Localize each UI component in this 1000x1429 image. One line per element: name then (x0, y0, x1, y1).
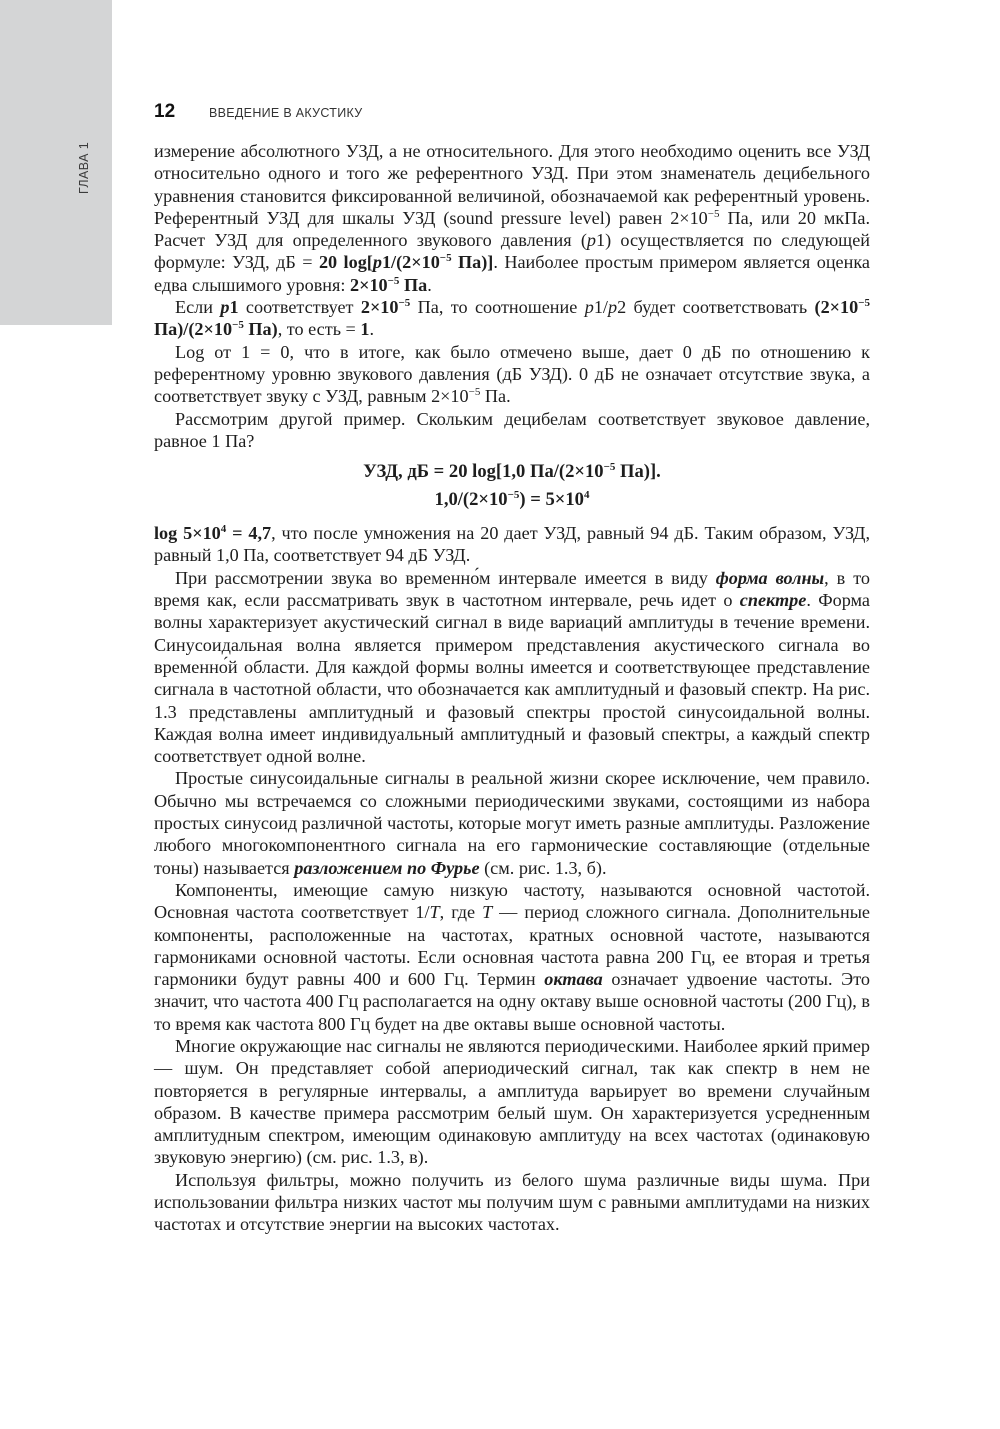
chapter-side-tab (0, 0, 112, 325)
paragraph: Рассмотрим другой пример. Скольким децибелам соответствует звуковое давление, равное 1 Па? (154, 408, 870, 451)
term-fourier: разложением по Фурье (294, 857, 480, 878)
running-title: ВВЕДЕНИЕ В АКУСТИКУ (209, 106, 363, 120)
chapter-label: ГЛАВА 1 (77, 141, 91, 195)
running-header (154, 101, 362, 123)
paragraph: Log от 1 = 0, что в итоге, как было отмечено выше, дает 0 дБ по отношению к референтному уровню звукового давления (дБ УЗД). 0 дБ не означает отсутствие звука, а соответствует звуку с УЗД, равным $2\times 10^{-5}$ Па. (154, 341, 870, 407)
paragraph: измерение абсолютного УЗД, а не относительного. Для этого необходимо оценить все УЗД относительно одного и того же референтного УЗД. При этом знаменатель децибельного уравнения становится фиксированной величиной, обозначаемой как референтный уровень. Референтный УЗД для шкалы УЗД (sound pressure level) равен $2\times 10^{-5}$ Па, или 20 мкПа. Расчет УЗД для определенного звукового давления (p1) осуществляется по следующей формуле: УЗД, дБ = 20 $\log[p1/(2\times 10^{-5}$ Па)]. Наиболее простым примером является оценка едва слышимого уровня: $2\times 10^{-5}$ Па. (154, 141, 870, 295)
paragraph: $\log 5\times 10^4 = 4,7$, что после умножения на 20 дает УЗД, равный 94 дБ. Таким образом, УЗД, равный 1,0 Па, соответствует 94 дБ УЗД. (154, 523, 870, 566)
paragraph: Простые синусоидальные сигналы в реальной жизни скорее исключение, чем правило. Обычно мы встречаемся со сложными периодическими звуками, состоящими из набора простых синусоид различной частоты, которые могут иметь разные амплитуды. Разложение любого многокомпонентного сигнала на его гармонические составляющие (отдельные тоны) называется разложением по Фурье (см. рис. 1.3, б). (154, 768, 870, 878)
body-text (154, 140, 870, 1236)
page-number: 12 (154, 101, 176, 122)
paragraph: Используя фильтры, можно получить из белого шума различные виды шума. При использовании фильтра низких частот мы получим шум с равными амплитудами на низких частотах и отсутствие энергии на высоких частотах. (154, 1169, 870, 1235)
paragraph: При рассмотрении звука во временно́м интервале имеется в виду форма волны, в то время как, если рассматривать звук в частотном интервале, речь идет о спектре. Форма волны характеризует акустический сигнал в виде вариаций амплитуды в течение времени. Синусоидальная волна является примером представления акустического сигнала во временно́й области. Для каждой формы волны имеется и соответствующее представление сигнала в частотной области, что обозначается как амплитудный и фазовый спектр. На рис. 1.3 представлены амплитудный и фазовый спектры простой синусоидальной волны. Каждая волна имеет индивидуальный амплитудный и фазовый спектры, а каждый спектр соответствует одной волне. (154, 567, 871, 767)
paragraph: Многие окружающие нас сигналы не являются периодическими. Наиболее яркий пример — шум. Он представляет собой апериодический сигнал, так как спектр в нем не повторяется в регулярные интервалы, а амплитуда варьирует во времени случайным образом. В качестве примера рассмотрим белый шум. Он характеризуется усредненным амплитудным спектром, имеющим одинаковую амплитуду на всех частотах (одинаковую звуковую энергию) (см. рис. 1.3, в). (154, 1035, 870, 1168)
formula-ratio: $1,0/(2\times 10^{-5}) = 5\times 10^4$ (434, 489, 590, 511)
formula-spl: УЗД, дБ = 20 log[1,0 $Па/(2\times 10^{-5}$ Па)]. (363, 461, 661, 483)
paragraph: Компоненты, имеющие самую низкую частоту, называются основной частотой. Основная частота соответствует 1/T, где T — период сложного сигнала. Дополнительные компоненты, расположенные на частотах, кратных основной частоте, называются гармониками основной частоты. Если основная частота равна 200 Гц, ее вторая и третья гармоники будут равны 400 и 600 Гц. Термин октава означает удвоение частоты. Это значит, что частота 400 Гц располагается на одну октаву выше основной частоты (200 Гц), в то время как частота 800 Гц будет на две октавы выше основной частоты. (154, 879, 870, 1034)
term-waveform: форма волны (715, 567, 825, 588)
term-octave: октава (544, 969, 603, 990)
term-spectrum: спектре (739, 590, 807, 611)
paragraph: Если p1 соответствует $2\times 10^{-5}$ Па, то соотношение p1/p2 будет соответствовать ($2\times 10^{-5}$ $Па)/(2\times 10^{-5}$ Па), то есть = 1. (154, 297, 870, 340)
